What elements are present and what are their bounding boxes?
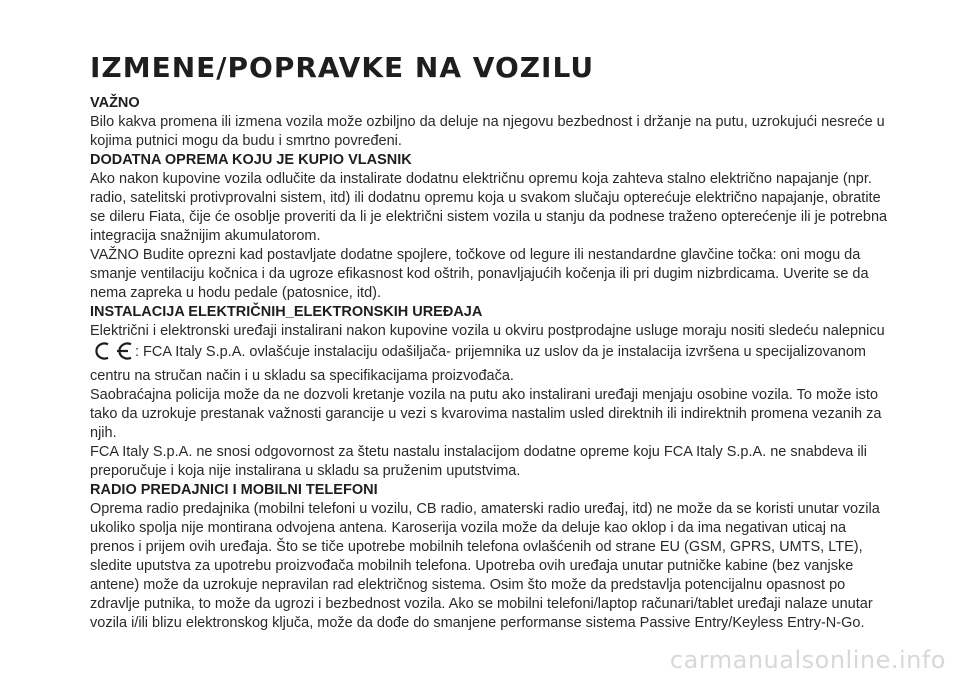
paragraph-dodatna-oprema-2: VAŽNO Budite oprezni kad postavljate dodatne spojlere, točkove od legure ili nestandardne glavčine točka: oni mogu da smanje ventilaciju kočnica i da ugroze efikasnost kod oštrih, ponavljajućih kočenja ili pri dugim nizbrdicama. Uverite se da nema zapreka u hodu pedale (patosnice, itd). (90, 247, 869, 301)
paragraph-instalacija-1: Električni i elektronski uređaji instalirani nakon kupovine vozila u okviru postprodajne usluge moraju nositi sledeću nalepnicu (90, 323, 885, 339)
section-heading-vazno: VAŽNO (90, 95, 140, 111)
paragraph-radio-1: Oprema radio predajnika (mobilni telefoni u vozilu, CB radio, amaterski radio uređaj, itd) ne može da se koristi unutar vozila ukoliko spolja nije montirana odvojena antena. Karoserija vozila može da deluje kao oklop i da ima negativan uticaj na prenos i prijem ovih uređaja. Što se tiče upotrebe mobilnih telefona ovlašćenih od strane EU (GSM, GPRS, UMTS, LTE), sledite uputstva za upotrebu proizvođača mobilnih telefona. Upotreba ovih uređaja unutar putničke kabine (bez vanjske antene) može da uzrokuje nepravilan rad električnog sistema. Osim što može da predstavlja potencijalnu opasnost po zdravlje putnika, to može da ugrozi i bezbednost vozila. Ako se mobilni telefoni/laptop računari/tablet uređaji nalaze unutar vozila i/ili blizu elektronskog ključa, može da dođe do smanjene performanse sistema Passive Entry/Keyless Entry-N-Go. (90, 501, 880, 631)
section-heading-dodatna-oprema: DODATNA OPREMA KOJU JE KUPIO VLASNIK (90, 152, 412, 168)
paragraph-instalacija-4: FCA Italy S.p.A. ne snosi odgovornost za štetu nastalu instalacijom dodatne opreme koju FCA Italy S.p.A. ne snabdeva ili preporučuje i koja nije instalirana u skladu sa pruženim uputstvima. (90, 444, 867, 479)
paragraph-instalacija-2-text: : FCA Italy S.p.A. ovlašćuje instalaciju odašiljača- prijemnika uz uslov da je instalacija izvršena u specijalizovanom centru na stručan način i u skladu sa specifikacijama proizvođača. (90, 344, 866, 384)
paragraph-dodatna-oprema-1: Ako nakon kupovine vozila odlučite da instalirate dodatnu električnu opremu koja zahteva stalno električno napajanje (npr. radio, satelitski protivprovalni sistem, itd) ili dodatnu opremu koja u svakom slučaju opterećuje električno napajanje, obratite se dileru Fiata, čije će osoblje proveriti da li je električni sistem vozila u stanju da podnese traženo opterećenje ili je potrebna integracija snažnijim akumulatorom. (90, 171, 888, 244)
section-heading-instalacija: INSTALACIJA ELEKTRIČNIH_ELEKTRONSKIH UREĐAJA (90, 304, 483, 320)
paragraph-instalacija-3: Saobraćajna policija može da ne dozvoli kretanje vozila na putu ako instalirani uređaji menjaju osobine vozila. To može isto tako da uzrokuje prestanak važnosti garancije u vezi s kvarovima nastalim usled direktnih ili indirektnih promena vezanih za njih. (90, 387, 882, 441)
ce-mark-icon (90, 341, 134, 367)
watermark: carmanualsonline.info (669, 646, 946, 674)
section-heading-radio: RADIO PREDAJNICI I MOBILNI TELEFONI (90, 482, 378, 498)
paragraph-instalacija-2 (90, 341, 890, 386)
page-title: IZMENE/POPRAVKE NA VOZILU (90, 51, 595, 84)
manual-page (90, 50, 890, 633)
paragraph-vazno: Bilo kakva promena ili izmena vozila može ozbiljno da deluje na njegovu bezbednost i držanje na putu, uzrokujući nesreće u kojima putnici mogu da budu i smrtno povređeni. (90, 114, 885, 149)
